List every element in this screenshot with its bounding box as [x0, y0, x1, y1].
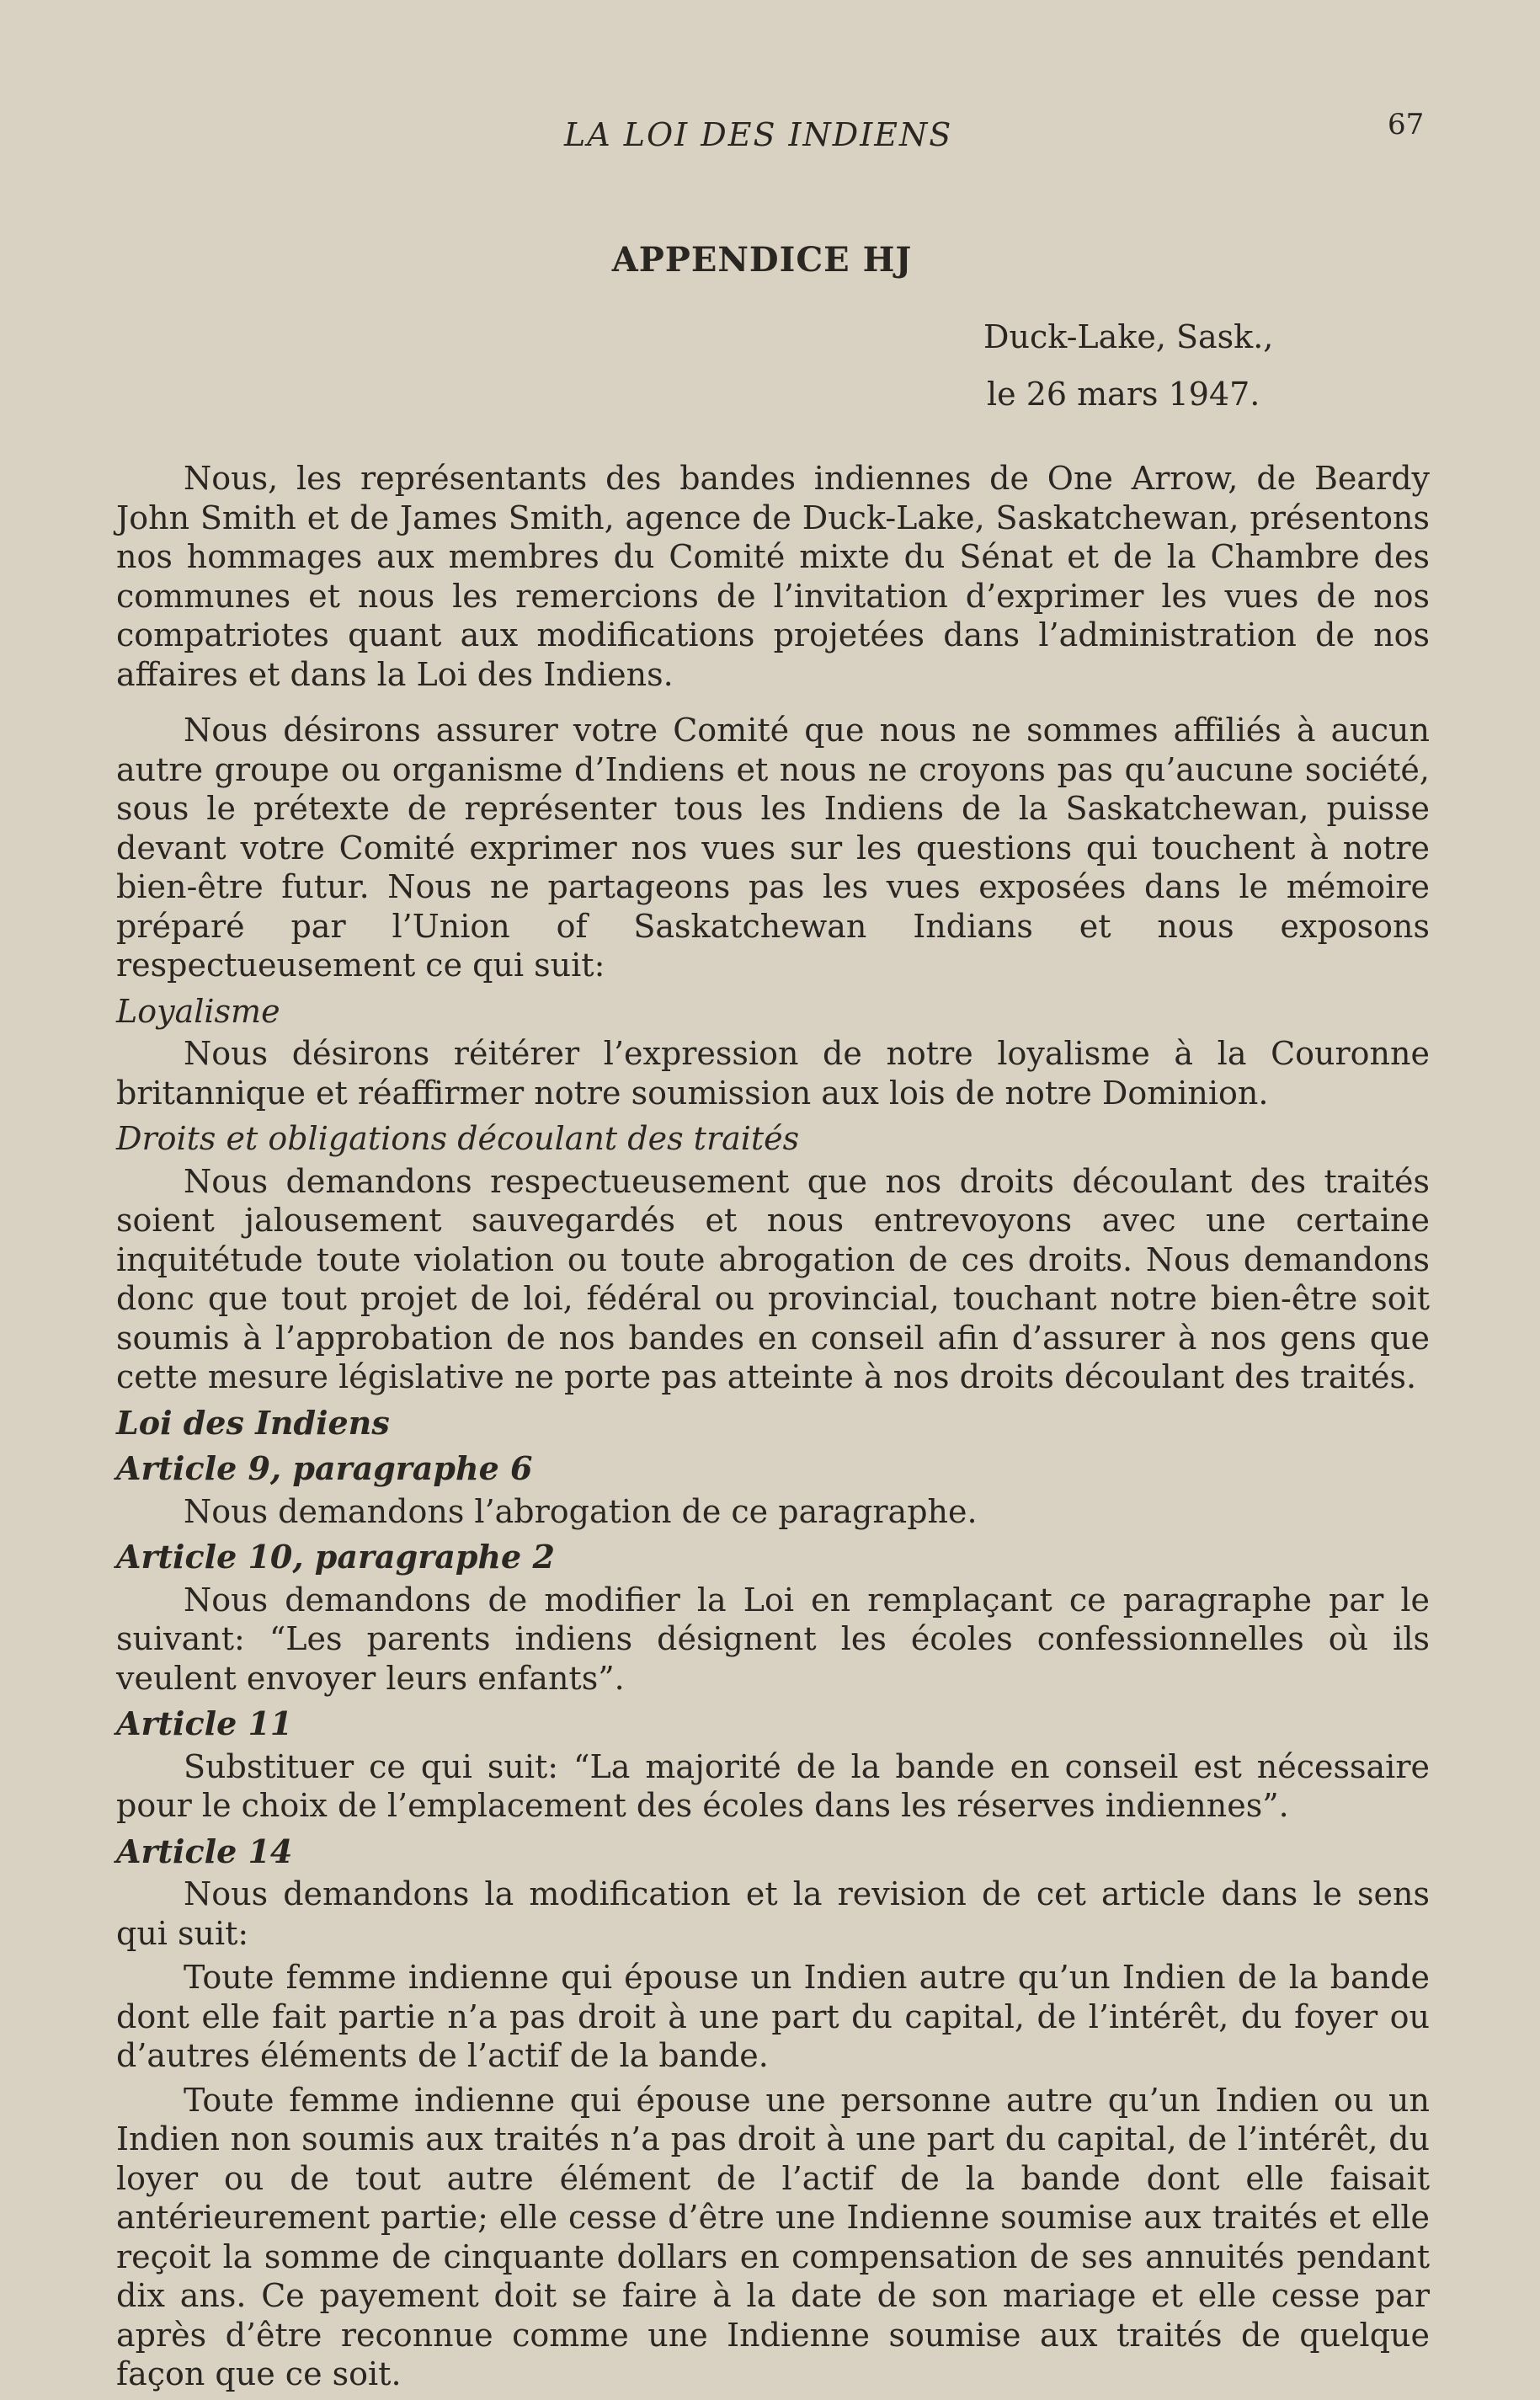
body-text: [116, 459, 1430, 2399]
article-heading-11: Article 11: [116, 1704, 293, 1742]
paragraph: Nous, les représentants des bandes indiennes de One Arrow, de Beardy John Smith et de James Smith, agence de Duck-Lake, Saskatchewan, présentons nos hommages aux membres du Comité mixte du Sénat et de la Chambre des communes et nous les remercions de l’invitation d’exprimer les vues de nos compatriotes quant aux modifications projetées dans l’administration de nos affaires et dans la Loi des Indiens.: [116, 460, 1430, 693]
paragraph: Nous demandons de modifier la Loi en remplaçant ce paragraphe par le suivant: “Les parents indiens désignent les écoles confessionnelles où ils veulent envoyer leurs enfants”.: [116, 1581, 1430, 1697]
paragraph: Nous désirons assurer votre Comité que nous ne sommes affiliés à aucun autre groupe ou organisme d’Indiens et nous ne croyons pas qu’aucune société, sous le prétexte de représenter tous les Indiens de la Saskatchewan, puisse devant votre Comité exprimer nos vues sur les questions qui touchent à notre bien-être futur. Nous ne partageons pas les vues exposées dans le mémoire préparé par l’Union of Saskatchewan Indians et nous exposons respectueusement ce qui suit:: [116, 712, 1430, 984]
letter-date: le 26 mars 1947.: [987, 376, 1260, 413]
paragraph: Toute femme indienne qui épouse un Indien autre qu’un Indien de la bande dont elle fait partie n’a pas droit à une part du capital, de l’intérêt, du foyer ou d’autres éléments de l’actif de la bande.: [116, 1959, 1430, 2074]
paragraph: Substituer ce qui suit: “La majorité de la bande en conseil est nécessaire pour le choix de l’emplacement des écoles dans les réserves indiennes”.: [116, 1747, 1430, 1824]
paragraph: Toute femme indienne qui épouse une personne autre qu’un Indien ou un Indien non soumis aux traités n’a pas droit à une part du capital, de l’intérêt, du loyer ou de tout autre élément de l’actif de la bande dont elle faisait antérieurement partie; elle cesse d’être une Indienne soumise aux traités et elle reçoit la somme de cinquante dollars en compensation de ses annuités pendant dix ans. Ce payement doit se faire à la date de son mariage et elle cesse par après d’être reconnue comme une Indienne soumise aux traités de quelque façon que ce soit.: [116, 2081, 1430, 2392]
article-heading-9: Article 9, paragraphe 6: [116, 1449, 533, 1487]
paragraph: Nous demandons la modification et la revision de cet article dans le sens qui suit:: [116, 1875, 1430, 1952]
page-number: 67: [1388, 108, 1425, 141]
section-heading-loi: Loi des Indiens: [116, 1403, 390, 1442]
letter-place: Duck-Lake, Sask.,: [983, 318, 1274, 355]
article-heading-10: Article 10, paragraphe 2: [116, 1538, 555, 1576]
section-heading-loyalisme: Loyalisme: [116, 992, 280, 1030]
running-head: LA LOI DES INDIENS: [564, 116, 953, 153]
section-heading-droits: Droits et obligations découlant des traités: [116, 1120, 800, 1157]
article-heading-14: Article 14: [116, 1832, 293, 1870]
paragraph: Nous désirons réitérer l’expression de notre loyalisme à la Couronne britannique et réaffirmer notre soumission aux lois de notre Dominion.: [116, 1035, 1430, 1112]
paragraph: Nous demandons l’abrogation de ce paragraphe.: [184, 1492, 978, 1530]
paragraph: Nous demandons respectueusement que nos droits découlant des traités soient jalousement sauvegardés et nous entrevoyons avec une certaine inquitétude toute violation ou toute abrogation de ces droits. Nous demandons donc que tout projet de loi, fédéral ou provincial, touchant notre bien-être soit soumis à l’approbation de nos bandes en conseil afin d’assurer à nos gens que cette mesure législative ne porte pas atteinte à nos droits découlant des traités.: [116, 1162, 1430, 1395]
appendix-title: APPENDICE HJ: [611, 240, 913, 280]
